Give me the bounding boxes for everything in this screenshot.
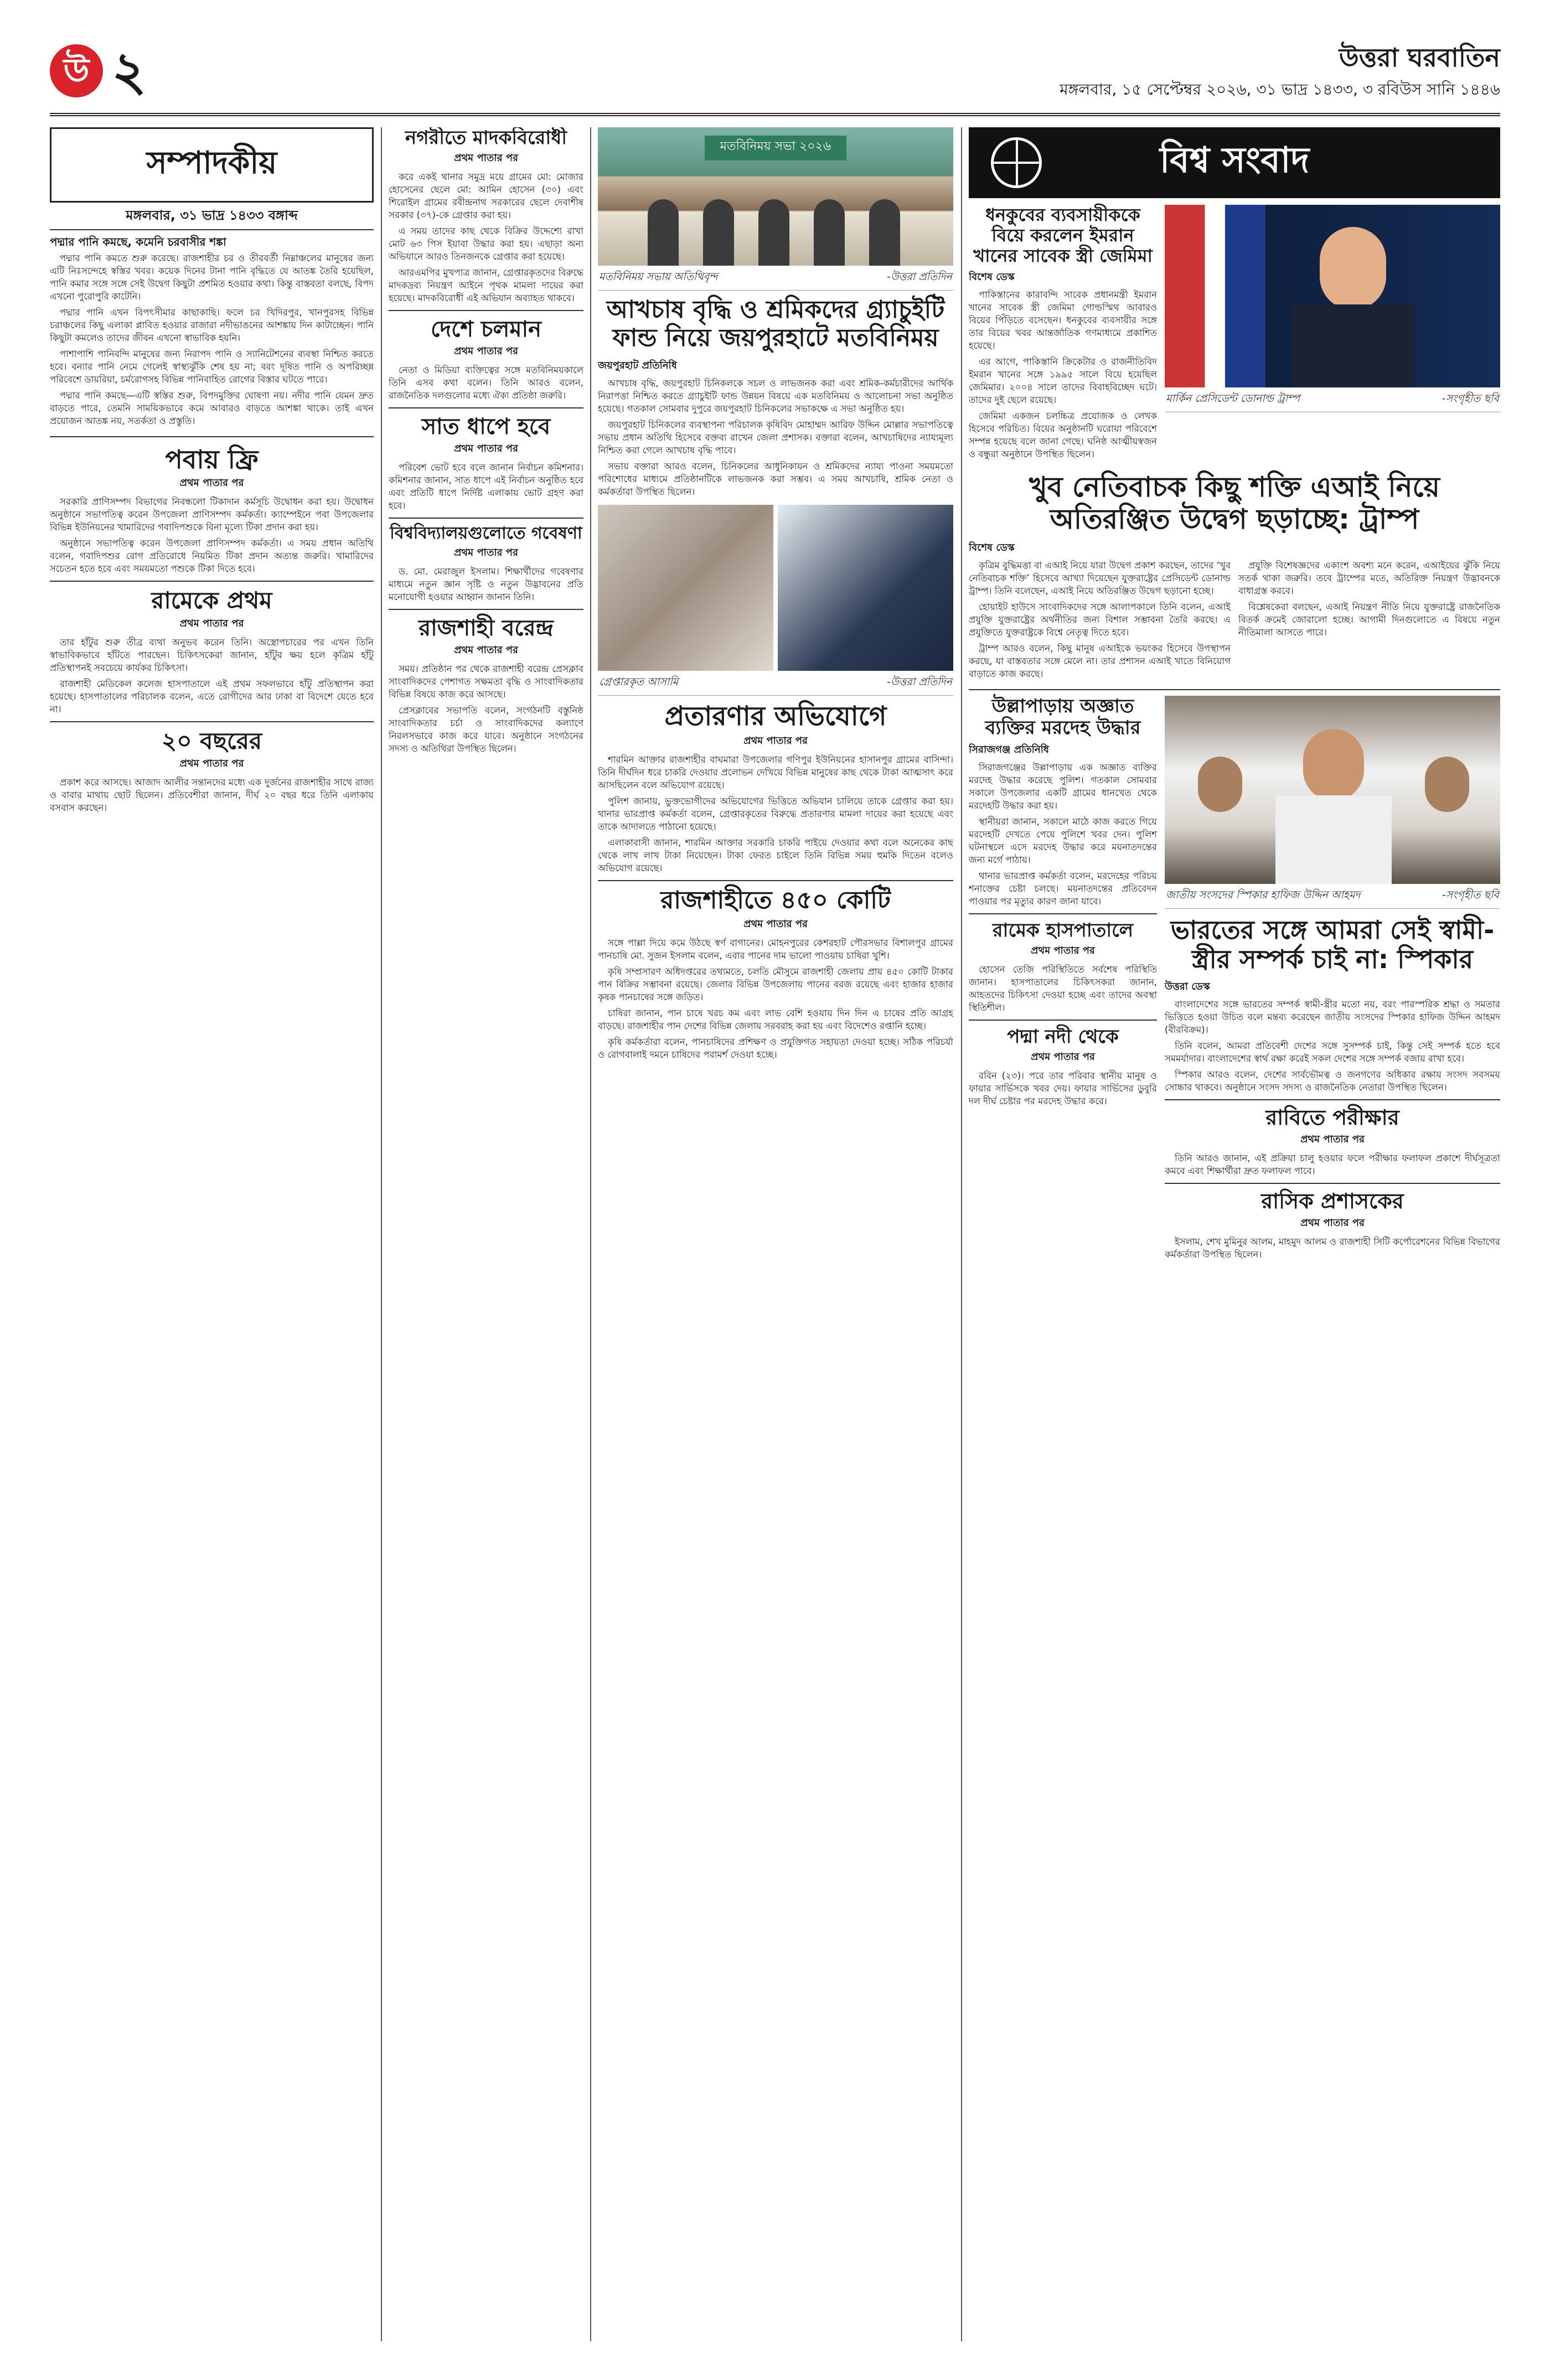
barendra-body — [389, 663, 583, 755]
nagor-body — [389, 170, 583, 304]
padma-paragraph: রবিন (২৩)। পরে তার পরিবার স্থানীয় মানুষ ও ফায়ার সার্ভিসকে খবর দেয়। ফায়ার সার্ভিসের ডুবুরি দল দীর্ঘ চেষ্টার পর মরদেহ উদ্ধার করে। — [969, 1070, 1157, 1106]
padma-body — [969, 1069, 1157, 1108]
speaker-caption-credit: -সংগৃহীত ছবি — [1442, 889, 1499, 902]
ramek-continued: প্রথম পাতার পর — [179, 617, 244, 629]
speaker-paragraph: তিনি বলেন, আমরা প্রতিবেশী দেশের সঙ্গে সুসম্পর্ক চাই, কিন্তু সেই সম্পর্ক হতে হবে সমমর্যাদার। বাংলাদেশের স্বার্থ রক্ষা করেই সকল দেশের সঙ্গে সম্পর্ক বজায় রাখা হবে। — [1165, 1041, 1500, 1064]
dhonkuber-headline: ধনকুবের ব্যবসায়ীককে বিয়ে করলেন ইমরান খানের সাবেক স্ত্রী জেমিমা — [973, 204, 1153, 266]
protarona-caption-credit: -উত্তরা প্রতিদিন — [887, 676, 952, 689]
rajshahi450-paragraph: কৃষি কর্মকর্তারা বলেন, পানচাষিদের প্রশিক্ষণ ও প্রযুক্তিগত সহায়তা দেওয়া হচ্ছে। সঠিক পরিচর্যা ও রোগবালাই দমনে চাষিদের পরামর্শ দেওয়া হচ্ছে। — [598, 1036, 953, 1060]
paper-name: উত্তরা ঘরবাতিন — [1339, 43, 1500, 73]
nagor-continued: প্রথম পাতার পর — [454, 152, 518, 164]
trump-body-left — [969, 559, 1231, 684]
ullapara-paragraph: সিরাজগঞ্জের উল্লাপাড়ায় এক অজ্ঞাত ব্যক্তির মরদেহ উদ্ধার করেছে পুলিশ। গতকাল সোমবার সকালে উপজেলার একটি গ্রামের ধানখেত থেকে মরদেহটি উদ্ধার করা হয়। — [969, 762, 1157, 811]
twenty-headline: ২০ বছরের — [161, 727, 262, 754]
desh-headline: দেশে চলমান — [431, 317, 541, 343]
column-divider — [381, 127, 382, 2341]
protarona-paragraph: এলাকাবাসী জানান, শারমিন আক্তার সরকারি চাকরি পাইয়ে দেওয়ার কথা বলে অনেকের কাছ থেকে লাখ লাখ টাকা নিয়েছেন। টাকা ফেরত চাইলে তিনি বিভিন্ন সময় হুমকি দিতেন বলেও অভিযোগ রয়েছে। — [598, 837, 953, 874]
pobay-paragraph: সরকারি প্রাণিসম্পদ বিভাগের নিবন্ধলো টিকাদান কর্মসূচি উদ্বোধন করা হয়। উদ্বোধন অনুষ্ঠানে সভাপতিত্ব করেন উপজেলা প্রাণিসম্পদ কর্মকর্তা। ক্যাম্পেইনে পবা উপজেলার বিভিন্ন ইউনিয়নের খামারিদের গবাদিপশুকে বিনা মূল্যে টিকা প্রদান করা হয়। — [50, 496, 374, 533]
speaker-paragraph: বাংলাদেশের সঙ্গে ভারতের সম্পর্ক স্বামী-স্ত্রীর মতো নয়, বরং পারস্পরিক শ্রদ্ধা ও সমতার ভিত্তিতে হওয়া উচিত বলে মন্তব্য করেছেন জাতীয় সংসদের স্পিকার হাফিজ উদ্দিন আহমদ (বীরবিক্রম)। — [1165, 999, 1500, 1036]
column-narrow — [389, 127, 583, 2352]
jaypur-headline: আখচাষ বৃদ্ধি ও শ্রমিকদের গ্র্যাচুইটি ফান্ড নিয়ে জয়পুরহাটে মতবিনিময় — [606, 296, 945, 352]
column-center — [598, 127, 953, 2352]
meeting-photo-caption — [598, 266, 953, 291]
jaypur-byline: জয়পুরহাট প্রতিনিধি — [598, 360, 677, 372]
column-divider — [961, 127, 962, 2341]
trump-paragraph: ট্রাম্প আরও বলেন, কিছু মানুষ এআইকে ভয়ংকর হিসেবে উপস্থাপন করছে, যা বাস্তবতার সঙ্গে মেলে না। তার প্রশাসন এআই খাতে বিনিয়োগ বাড়াতে কাজ করছে। — [969, 643, 1231, 680]
desh-body — [389, 364, 583, 402]
trump-body-right — [1238, 559, 1500, 684]
globe-icon — [991, 137, 1042, 188]
ramek-paragraph: তার হাঁটুর শুরু তীব্র ব্যথা অনুভব করেন তিনি। অস্ত্রোপচারের পর এখন তিনি স্বাভাবিকভাবে হাঁটতে পারছেন। চিকিৎসকেরা জানান, হাঁটুর ক্ষয় হলে কৃত্রিম হাঁটু প্রতিস্থাপনই সবচেয়ে কার্যকর চিকিৎসা। — [50, 637, 374, 673]
editorial-date: মঙ্গলবার, ৩১ ভাদ্র ১৪৩৩ বঙ্গাব্দ — [126, 208, 298, 223]
nagor-headline: নগরীতে মাদকবিরোধী — [405, 127, 567, 149]
masthead — [50, 39, 1500, 116]
nagor-paragraph: এ সময় তাদের কাছ থেকে বিক্রির উদ্দেশ্যে রাখা মোট ৬৩ পিস ইয়াবা উদ্ধার করা হয়। এছাড়া অন্য অভিযানে আরও তিনজনকে গ্রেপ্তার করা হয়েছে। — [389, 226, 583, 262]
dhonkuber-paragraph: পাকিস্তানের কারাবন্দি সাবেক প্রধানমন্ত্রী ইমরান খানের সাবেক স্ত্রী জেমিমা গোল্ডস্মিথ আবারও বিয়ের পিঁড়িতে বসেছেন। ধনকুবের ব্যবসায়ীর সঙ্গে তার বিয়ের খবর আন্তর্জাতিক গণমাধ্যমে প্রকাশিত হয়েছে। — [969, 289, 1157, 351]
ramek-headline: রামেকে প্রথম — [151, 587, 272, 614]
column-world — [969, 127, 1500, 2352]
dhonkuber-byline: বিশেষ ডেস্ক — [969, 271, 1015, 283]
trump-photo-caption — [1165, 387, 1500, 412]
protarona-headline: প্রতারণার অভিযোগে — [664, 701, 887, 732]
dhonkuber-story — [969, 205, 1157, 464]
ramek-paragraph: রাজশাহী মেডিকেল কলেজ হাসপাতালে এই প্রথম সফলভাবে হাঁটু প্রতিস্থাপন করা হয়েছে। হাসপাতালের পরিচালক বলেন, এতে রোগীদের আর ঢাকা বা বিদেশে যেতে হবে না। — [50, 678, 374, 715]
rasik-paragraph: ইসলাম, শেখ মুমিনুর আলম, মাহমুদ আলম ও রাজশাহী সিটি কর্পোরেশনের বিভিন্ন বিভাগের কর্মকর্তারা উপস্থিত ছিলেন। — [1165, 1236, 1500, 1260]
barendra-continued: প্রথম পাতার পর — [454, 644, 518, 656]
trump-paragraph: কৃত্রিম বুদ্ধিমত্তা বা এআই নিয়ে যারা উদ্বেগ প্রকাশ করছেন, তাদের ‘খুব নেতিবাচক শক্তি’ হিসেবে আখ্যা দিয়েছেন যুক্তরাষ্ট্রের প্রেসিডেন্ট ডোনাল্ড ট্রাম্প। তিনি বলেছেন, এআই নিয়ে অতিরঞ্জিত উদ্বেগ ছড়ানো হচ্ছে। — [969, 560, 1231, 597]
twenty-body — [50, 776, 374, 814]
trump-byline: বিশেষ ডেস্ক — [969, 542, 1015, 554]
rasik-body — [1165, 1235, 1500, 1261]
twenty-paragraph: প্রকাশ করে আসছে। আজাদ আলীর সন্তানদের মধ্যে এক দুর্জনের রাজশাহীর সাথে রাজ্য ও বাবার মাথায় ছোট ছিলেন। প্রতিবেশীরা জানান, দীর্ঘ ২০ বছর ধরে তিনি এলাকায় বসবাস করছেন। — [50, 777, 374, 814]
ramek-body — [50, 636, 374, 716]
editorial-section-title: সম্পাদকীয় — [50, 127, 374, 203]
protarona-paragraph: পুলিশ জানায়, ভুক্তভোগীদের অভিযোগের ভিত্তিতে অভিযান চালিয়ে তাকে গ্রেপ্তার করা হয়। থানার ভারপ্রাপ্ত কর্মকর্তা বলেন, গ্রেপ্তারকৃতের বিরুদ্ধে প্রতারণার মামলা দায়ের করা হয়েছে এবং তাকে আদালতে পাঠানো হয়েছে। — [598, 796, 953, 832]
world-middle-row — [969, 696, 1500, 1264]
ullapara-headline: উল্লাপাড়ায় অজ্ঞাত ব্যক্তির মরদেহ উদ্ধার — [985, 695, 1141, 739]
editorial-paragraph: পদ্মার পানি কমছে—এটি স্বস্তির শুরু, বিপদমুক্তির ঘোষণা নয়। নদীর পানি যেমন দ্রুত বাড়তে পারে, তেমনি সাময়িকভাবে কমে আবারও বাড়তে আশঙ্কা থাকে। তাই এখন প্রয়োজন আতঙ্ক নয়, সতর্কতা ও প্রস্তুতি। — [50, 390, 374, 426]
desh-continued: প্রথম পাতার পর — [454, 345, 518, 358]
ullapara-body — [969, 761, 1157, 908]
dhonkuber-paragraph: জেমিমা একজন চলচ্চিত্র প্রযোজক ও লেখক হিসেবে পরিচিত। বিয়ের অনুষ্ঠানটি ঘরোয়া পরিবেশে সম্পন্ন হয়েছে বলে জানা গেছে। ঘনিষ্ঠ আত্মীয়স্বজন ও বন্ধুরা অনুষ্ঠানে উপস্থিত ছিলেন। — [969, 411, 1157, 460]
local-short-stories — [969, 696, 1157, 1264]
barendra-paragraph: প্রেসক্লাবের সভাপতি বলেন, সংগঠনটি বস্তুনিষ্ঠ সাংবাদিকতার চর্চা ও সাংবাদিকদের কল্যাণে নিরলসভাবে কাজ করে যাবে। অনুষ্ঠানে সংগঠনের সদস্য ও অতিথিরা উপস্থিত ছিলেন। — [389, 705, 583, 754]
speaker-photo — [1165, 696, 1500, 884]
rajshahi450-paragraph: কৃষি সম্প্রসারণ অধিদপ্তরের তথ্যমতে, চলতি মৌসুমে রাজশাহী জেলায় প্রায় ৪৫০ কোটি টাকার পান বিক্রির সম্ভাবনা রয়েছে। জেলার বিভিন্ন উপজেলায় পানের বরজ রয়েছে এবং হাজার হাজার কৃষক পানচাষের সঙ্গে জড়িত। — [598, 966, 953, 1002]
barendra-headline: রাজশাহী বরেন্দ্র — [418, 615, 554, 641]
protarona-continued: প্রথম পাতার পর — [743, 735, 808, 747]
rabite-continued: প্রথম পাতার পর — [1300, 1133, 1365, 1145]
rabite-body — [1165, 1152, 1500, 1177]
protarona-paragraph: শারমিন আক্তার রাজশাহীর বাঘমারা উপজেলার গণিপুর ইউনিয়নের হাসানপুর গ্রামের বাসিন্দা। তিনি দীর্ঘদিন ধরে চাকরি দেওয়ার প্রলোভন দেখিয়ে বিভিন্ন মানুষের কাছ থেকে টাকা আত্মসাৎ করে আসছিলেন বলে অভিযোগ রয়েছে। — [598, 754, 953, 791]
trump-paragraph: প্রযুক্তি বিশেষজ্ঞদের একাংশ অবশ্য মনে করেন, এআইয়ের ঝুঁকি নিয়ে সতর্ক থাকা জরুরি। তবে ট্রাম্পের মতে, অতিরিক্ত নিয়ন্ত্রণ উদ্ভাবনকে বাধাগ্রস্ত করবে। — [1238, 560, 1500, 597]
pobay-continued: প্রথম পাতার পর — [179, 477, 244, 489]
jaypur-paragraph: আখচাষ বৃদ্ধি, জয়পুরহাট চিনিকলকে সচল ও লাভজনক করা এবং শ্রমিক-কর্মচারীদের আর্থিক নিরাপত্তা নিশ্চিত করতে গ্র্যাচুইটি ফান্ড উন্নয়ন বিষয়ে এক মতবিনিময় ও আলোচনা সভা অনুষ্ঠিত হয়েছে। গতকাল সোমবার দুপুরে জয়পুরহাট চিনিকলের সভাকক্ষে এ সভা অনুষ্ঠিত হয়। — [598, 378, 953, 415]
jaypur-body — [598, 377, 953, 498]
protarona-caption-text: গ্রেপ্তারকৃত আসামি — [599, 676, 679, 689]
twenty-continued: প্রথম পাতার পর — [179, 758, 244, 770]
pobay-body — [50, 495, 374, 575]
meeting-photo — [598, 127, 953, 266]
padma-headline: পদ্মা নদী থেকে — [1007, 1025, 1119, 1048]
speaker-photo-block — [1165, 696, 1500, 1264]
nagor-paragraph: করে একই থানার সমুদ্র ময়ে গ্রামের মো: মোজার হোসেনের ছেলে মো: আমিন হোসেন (৩০) এবং শিরোইল গ্রামের রবীন্দ্রনাথ সরকারের ছেলে দেবাশীষ সরকার (৩৭)-কে গ্রেপ্তার করা হয়। — [389, 172, 583, 221]
editorial-paragraph: পাশাপাশি পানিবন্দি মানুষের জন্য নিরাপদ পানি ও স্যানিটেশনের ব্যবস্থা নিশ্চিত করতে হবে। বন্যার পানি নেমে গেলেই স্বাস্থ্যঝুঁকি শেষ হয় না; বরং দূষিত পানি ও অপরিচ্ছন্ন পরিবেশে ডায়রিয়া, চর্মরোগসহ বিভিন্ন পানিবাহিত রোগের বিস্তার ঘটতে পারে। — [50, 348, 374, 385]
trump-caption-text: মার্কিন প্রেসিডেন্ট ডোনাল্ড ট্রাম্প — [1166, 392, 1300, 405]
protarona-body — [598, 753, 953, 875]
rabite-paragraph: তিনি আরও জানান, এই প্রক্রিয়া চালু হওয়ার ফলে পরীক্ষার ফলাফল প্রকাশে দীর্ঘসূত্রতা কমবে এবং শিক্ষার্থীরা দ্রুত ফলাফল পাবে। — [1165, 1152, 1500, 1176]
editorial-body — [50, 252, 374, 427]
trump-photo — [1165, 205, 1500, 387]
saat-continued: প্রথম পাতার পর — [454, 443, 518, 455]
column-divider — [590, 127, 591, 2341]
ramek-hospital-body — [969, 963, 1157, 1014]
world-news-title: বিশ্ব সংবাদ — [1159, 139, 1310, 181]
ramek-hospital-headline: রামেক হাসপাতালে — [992, 919, 1134, 941]
saat-headline: সাত ধাপে হবে — [421, 414, 551, 440]
date-line: মঙ্গলবার, ১৫ সেপ্টেম্বর ২০২৬, ৩১ ভাদ্র ১৪৩৩, ৩ রবিউস সানি ১৪৪৬ — [1060, 80, 1500, 99]
biswa-paragraph: ড. মো. মেরাজুল ইসলাম। শিক্ষার্থীদের গবেষণার মাধ্যমে নতুন জ্ঞান সৃষ্টি ও নতুন উদ্ভাবনের প্রতি মনোযোগী হওয়ার আহ্বান জানান তিনি। — [389, 566, 583, 602]
biswa-headline: বিশ্ববিদ্যালয়গুলোতে গবেষণা — [390, 524, 582, 544]
brand-logo-icon: উ — [50, 44, 103, 97]
trump-paragraph: বিশ্লেষকেরা বলছেন, এআই নিয়ন্ত্রণ নীতি নিয়ে যুক্তরাষ্ট্রে রাজনৈতিক বিতর্ক ক্রমেই জোরালো হচ্ছে। আগামী দিনগুলোতে এ বিষয়ে নতুন নীতিমালা আসতে পারে। — [1238, 602, 1500, 638]
rajshahi450-continued: প্রথম পাতার পর — [743, 918, 808, 930]
protarona-photos — [598, 505, 953, 671]
rajshahi450-paragraph: চাষিরা জানান, পান চাষে খরচ কম এবং লাভ বেশি হওয়ায় দিন দিন এ চাষের প্রতি আগ্রহ বাড়ছে। রাজশাহীর পান দেশের বিভিন্ন জেলায় সরবরাহ করা হয় এবং বিদেশেও রপ্তানি হচ্ছে। — [598, 1007, 953, 1031]
speaker-caption-text: জাতীয় সংসদের স্পিকার হাফিজ উদ্দিন আহমদ — [1166, 889, 1361, 902]
rabite-headline: রাবিতে পরীক্ষার — [1265, 1105, 1399, 1130]
editorial-paragraph: পদ্মার পানি এখন বিপৎসীমার কাছাকাছি। ফলে চর খিদিরপুর, খানপুরসহ বিভিন্ন চরাঞ্চলের কিছু এলাকা প্লাবিত হওয়ার রাজারা নদীভাঙনের আশঙ্কায় দিন কাটাচ্ছেন। পানি কিছুটা কমলেও তাদের জীবন এখনো স্বাভাবিক হয়নি। — [50, 307, 374, 343]
speaker-body — [1165, 998, 1500, 1094]
speaker-paragraph: স্পিকার আরও বলেন, দেশের সার্বভৌমত্ব ও জনগণের অধিকার রক্ষায় সংসদ সবসময় সোচ্চার থাকবে। অনুষ্ঠানে সংসদ সদস্য ও রাজনৈতিক নেতারা উপস্থিত ছিলেন। — [1165, 1069, 1500, 1093]
meeting-caption-text: মতবিনিময় সভায় অতিথিবৃন্দ — [599, 271, 718, 283]
ullapara-paragraph: থানার ভারপ্রাপ্ত কর্মকর্তা বলেন, মরদেহের পরিচয় শনাক্তের চেষ্টা চলছে। ময়নাতদন্তের প্রতিবেদন পাওয়ার পর মৃত্যুর কারণ জানা যাবে। — [969, 870, 1157, 907]
ramek-hospital-paragraph: হোসেন তেজি পরিস্থিতিতে সর্বশেষ পরিস্থিতি জানান। হাসপাতালের চিকিৎসকরা জানান, আহতদের চিকিৎসা দেওয়া হচ্ছে এবং তাদের অবস্থা স্থিতিশীল। — [969, 964, 1157, 1013]
rajshahi450-body — [598, 937, 953, 1061]
nagor-paragraph: আরএমপির মুখপাত্র জানান, গ্রেপ্তারকৃতদের বিরুদ্ধে মাদকদ্রব্য নিয়ন্ত্রণ আইনে পৃথক মামলা দায়ের করা হয়েছে। মাদকবিরোধী এই অভিযান অব্যাহত থাকবে। — [389, 267, 583, 304]
rajshahi450-paragraph: সঙ্গে পাল্লা দিয়ে কমে উঠছে স্বর্ণ বাগানের। মোহনপুরের কেশরহাট পৌরসভার বিশালপুর গ্রামের পানচাষি মো. সুজন ইসলাম বলেন, এবার পানের দাম ভালো পাওয়ায় চাষিরা খুশি। — [598, 937, 953, 961]
page-number: ২ — [112, 40, 147, 102]
column-left — [50, 127, 374, 2352]
jaypur-paragraph: সভায় বক্তারা আরও বলেন, চিনিকলের আধুনিকায়ন ও শ্রমিকদের ন্যায্য পাওনা সময়মতো পরিশোধের মাধ্যমে প্রতিষ্ঠানটিকে লাভজনক করা সম্ভব। এ সময় আখচাষি, শ্রমিক নেতা ও কর্মকর্তারা উপস্থিত ছিলেন। — [598, 461, 953, 498]
trump-columns — [969, 559, 1500, 684]
desh-paragraph: নেতা ও মিডিয়া ব্যক্তিত্বের সঙ্গে মতবিনিময়কালে তিনি এসব কথা বলেন। তিনি আরও বলেন, রাজনৈতিক দলগুলোর মধ্যে ঐক্য প্রতিষ্ঠা জরুরি। — [389, 365, 583, 401]
trump-headline: খুব নেতিবাচক কিছু শক্তি এআই নিয়ে অতিরঞ্জিত উদ্বেগ ছড়াচ্ছে: ট্রাম্প — [1029, 471, 1440, 535]
biswa-body — [389, 565, 583, 603]
accused-photo — [598, 505, 773, 671]
saat-paragraph: পরিবেশ ভোট হবে বলে জানান নির্বাচন কমিশনার। কমিশনার জানান, সাত ধাপে এই নির্বাচন অনুষ্ঠিত হবে এবং প্রতিটি ধাপে নির্দিষ্ট এলাকায় ভোট গ্রহণ করা হবে। — [389, 462, 583, 511]
portrait-photo — [778, 505, 953, 671]
jaypur-paragraph: জয়পুরহাট চিনিকলের ব্যবস্থাপনা পরিচালক কৃষিবিদ মোহাম্মদ আরিফ উদ্দিন মোল্লার সভাপতিত্বে সভায় প্রধান অতিথি হিসেবে বক্তব্য রাখেন জেলা প্রশাসক। বক্তারা বলেন, আখচাষিদের ন্যায্যমূল্য নিশ্চিত করা গেলে আখচাষ বৃদ্ধি পাবে। — [598, 420, 953, 456]
dhonkuber-body — [969, 288, 1157, 461]
editorial-paragraph: পদ্মার পানি কমতে শুরু করেছে। রাজশাহীর চর ও তীরবর্তী নিম্নাঞ্চলের মানুষের জন্য এটি নিঃসন্দেহে স্বস্তির খবর। কয়েক দিনের টানা পানি বৃদ্ধিতে যে আতঙ্ক তৈরি হয়েছিল, পানি কমার সঙ্গে সঙ্গে সেই উদ্বেগ কিছুটা প্রশমিত হওয়ার কথা। কিন্তু বাস্তবতা বলছে, বিপদ এখনো পুরোপুরি কাটেনি। — [50, 252, 374, 302]
rasik-headline: রাসিক প্রশাসকের — [1261, 1188, 1404, 1213]
trump-caption-credit: -সংগৃহীত ছবি — [1442, 392, 1499, 405]
rasik-continued: প্রথম পাতার পর — [1300, 1217, 1365, 1229]
ullapara-byline: সিরাজগঞ্জ প্রতিনিধি — [969, 743, 1049, 756]
rajshahi450-headline: রাজশাহীতে ৪৫০ কোটি — [660, 886, 891, 915]
biswa-continued: প্রথম পাতার পর — [454, 546, 518, 558]
speaker-headline: ভারতের সঙ্গে আমরা সেই স্বামী-স্ত্রীর সম্পর্ক চাই না: স্পিকার — [1170, 915, 1495, 975]
ramek-hospital-continued: প্রথম পাতার পর — [1031, 944, 1095, 956]
meeting-banner: মতবিনিময় সভা ২০২৬ — [705, 136, 847, 161]
barendra-paragraph: সময়। প্রতিষ্ঠান পর থেকে রাজশাহী বরেন্দ্র প্রেসক্লাব সাংবাদিকদের পেশাগত সক্ষমতা বৃদ্ধি ও সাংবাদিকতার বিভিন্ন বিষয়ে কাজ করে আসছে। — [389, 663, 583, 700]
speaker-photo-caption — [1165, 884, 1500, 909]
editorial-headline: পদ্মার পানি কমছে, কমেনি চরবাসীর শঙ্কা — [50, 235, 226, 249]
dhonkuber-paragraph: এর আগে, পাকিস্তানি ক্রিকেটার ও রাজনীতিবিদ ইমরান খানের সঙ্গে ১৯৯৫ সালে বিয়ে হয়েছিল জেমিমার। ২০০৪ সালে তাদের বিবাহবিচ্ছেদ ঘটে। তাদের দুই ছেলে রয়েছে। — [969, 356, 1157, 406]
world-top-row — [969, 205, 1500, 464]
ullapara-paragraph: স্থানীয়রা জানান, সকালে মাঠে কাজ করতে গিয়ে মরদেহটি দেখতে পেয়ে পুলিশে খবর দেন। পুলিশ ঘটনাস্থলে এসে মরদেহ উদ্ধার করে ময়নাতদন্তের জন্য মর্গে পাঠায়। — [969, 816, 1157, 865]
world-news-band — [969, 127, 1500, 198]
padma-continued: প্রথম পাতার পর — [1031, 1051, 1095, 1063]
saat-body — [389, 461, 583, 512]
pobay-headline: পবায় ফ্রি — [165, 444, 259, 474]
trump-paragraph: হোয়াইট হাউসে সাংবাদিকদের সঙ্গে আলাপকালে তিনি বলেন, এআই প্রযুক্তি যুক্তরাষ্ট্রের অর্থনীতির জন্য বিশাল সম্ভাবনা তৈরি করছে। এ প্রযুক্তিতে যুক্তরাষ্ট্রকে বিশ্বে নেতৃত্ব দিতে হবে। — [969, 602, 1231, 638]
pobay-paragraph: অনুষ্ঠানে সভাপতিত্ব করেন উপজেলা প্রাণিসম্পদ কর্মকর্তা। এ সময় প্রধান অতিথি বলেন, গবাদিপশুর রোগ প্রতিরোধে নিয়মিত টিকা প্রদান অত্যন্ত জরুরি। খামারিদের সচেতন হতে হবে এবং সময়মতো পশুকে টিকা দিতে হবে। — [50, 538, 374, 575]
trump-photo-block — [1165, 205, 1500, 464]
speaker-byline: উত্তরা ডেস্ক — [1165, 981, 1210, 993]
meeting-caption-credit: -উত্তরা প্রতিদিন — [887, 271, 952, 283]
protarona-photo-caption — [598, 671, 953, 696]
